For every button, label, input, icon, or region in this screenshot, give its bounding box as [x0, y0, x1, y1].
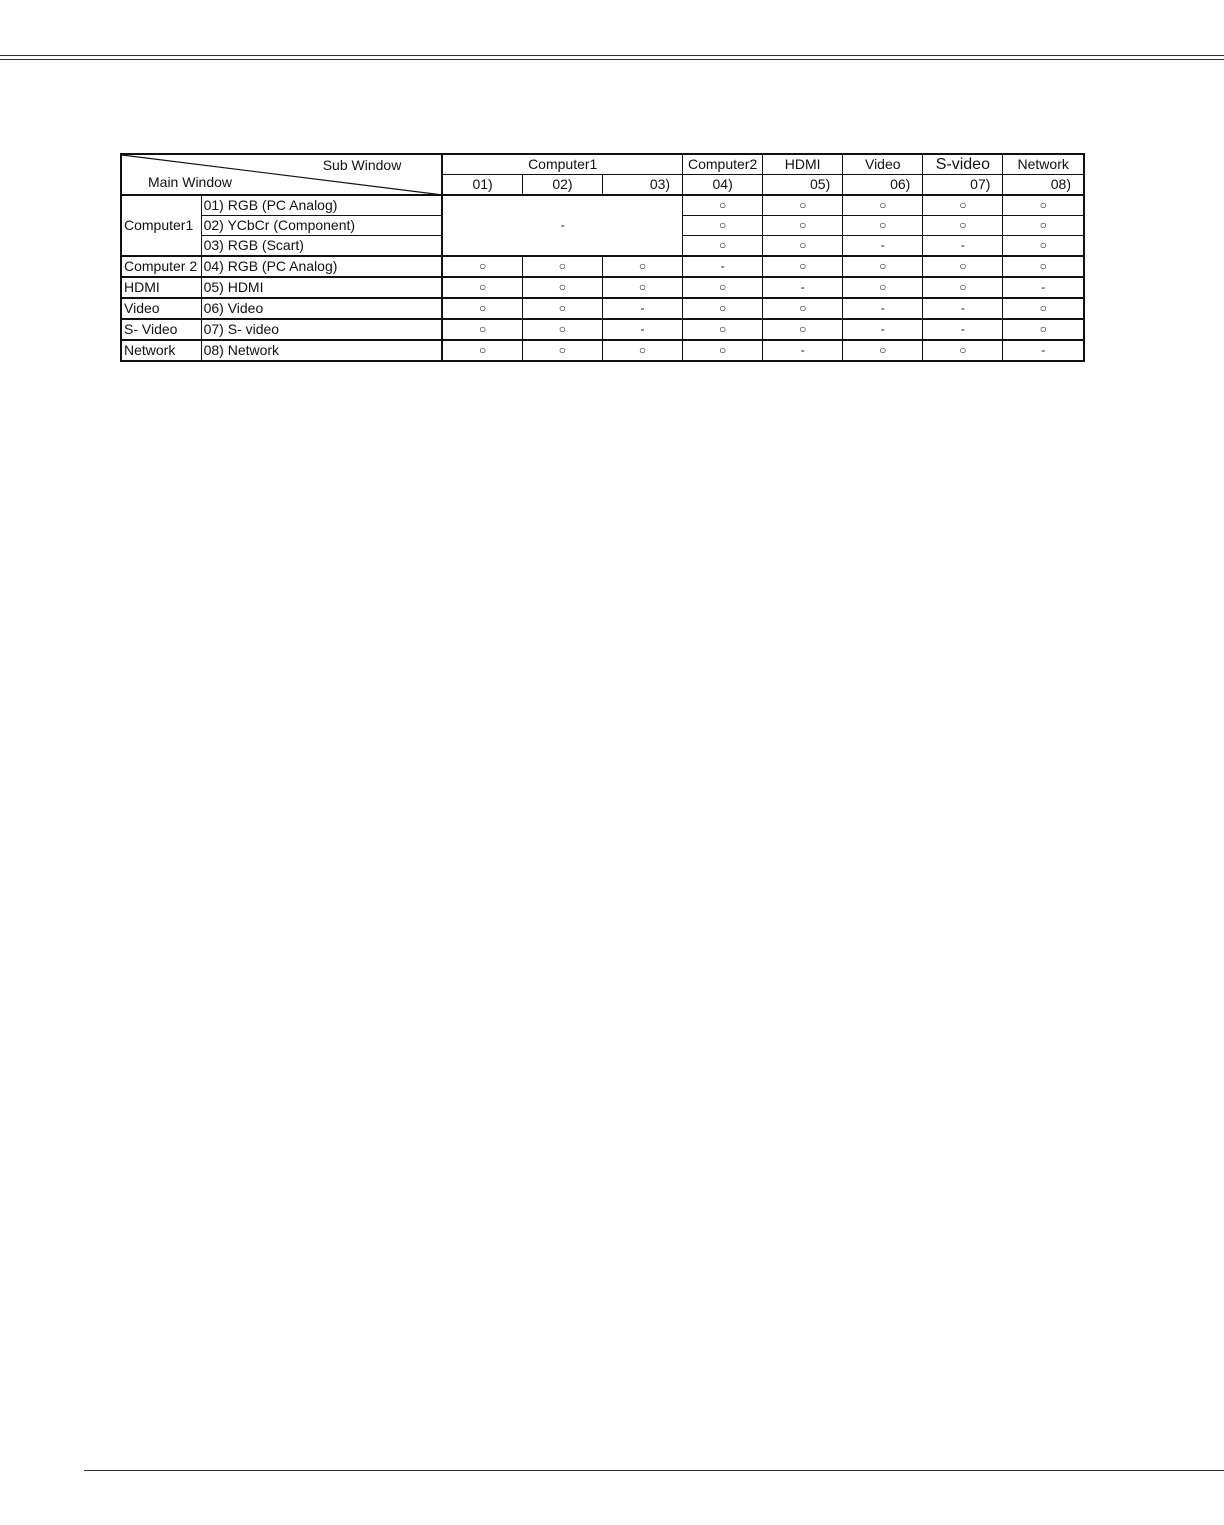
table-cell: - [1003, 340, 1084, 361]
table-cell: ○ [442, 256, 522, 277]
table-cell: ○ [923, 195, 1003, 216]
col-code: 01) [442, 175, 522, 196]
table-cell: ○ [923, 277, 1003, 298]
col-group-video: Video [843, 154, 923, 175]
bottom-rule [84, 1470, 1224, 1471]
table-cell: ○ [763, 319, 843, 340]
table-row [121, 340, 1084, 361]
table-cell: ○ [683, 340, 763, 361]
table-cell: - [1003, 277, 1084, 298]
table-cell: - [843, 236, 923, 257]
table-cell: ○ [683, 319, 763, 340]
table-row [121, 298, 1084, 319]
table-row [121, 319, 1084, 340]
table-cell: - [683, 256, 763, 277]
table-cell: ○ [683, 298, 763, 319]
table-cell: ○ [923, 256, 1003, 277]
row-source-label: 03) RGB (Scart) [201, 236, 442, 257]
row-source-label: 04) RGB (PC Analog) [201, 256, 442, 277]
corner-header [121, 154, 442, 195]
table-cell: ○ [763, 216, 843, 236]
table-cell: ○ [522, 256, 602, 277]
table-cell: - [843, 319, 923, 340]
col-group-computer2: Computer2 [683, 154, 763, 175]
row-group-label: S- Video [121, 319, 201, 340]
col-group-hdmi: HDMI [763, 154, 843, 175]
table-cell: ○ [602, 256, 682, 277]
main-window-label: Main Window [148, 174, 233, 190]
row-source-label: 06) Video [201, 298, 442, 319]
table-cell: ○ [843, 256, 923, 277]
table-cell: ○ [602, 340, 682, 361]
table-cell: ○ [763, 256, 843, 277]
table-cell: - [602, 298, 682, 319]
table-cell: ○ [763, 195, 843, 216]
table-cell: ○ [442, 298, 522, 319]
row-source-label: 02) YCbCr (Component) [201, 216, 442, 236]
table-cell: - [923, 319, 1003, 340]
table-cell: ○ [843, 277, 923, 298]
col-code: 03) [602, 175, 682, 196]
table-cell: ○ [683, 216, 763, 236]
row-source-label: 07) S- video [201, 319, 442, 340]
row-group-label: Video [121, 298, 201, 319]
table-cell: ○ [843, 195, 923, 216]
table-cell: ○ [1003, 195, 1084, 216]
table-cell: - [602, 319, 682, 340]
table-cell: - [923, 298, 1003, 319]
table-cell: ○ [683, 236, 763, 257]
col-code: 04) [683, 175, 763, 196]
table-row [121, 256, 1084, 277]
col-code: 06) [843, 175, 923, 196]
table-cell: ○ [522, 319, 602, 340]
row-source-label: 08) Network [201, 340, 442, 361]
table-cell: ○ [442, 319, 522, 340]
table-cell: ○ [683, 195, 763, 216]
row-group-label: Computer1 [121, 195, 201, 256]
row-group-label: Computer 2 [121, 256, 201, 277]
row-group-label: Network [121, 340, 201, 361]
table-cell: - [923, 236, 1003, 257]
computer1-block-cell: - [442, 195, 682, 256]
col-code: 08) [1003, 175, 1084, 196]
table-cell: - [843, 298, 923, 319]
table-cell: ○ [923, 340, 1003, 361]
table-cell: ○ [843, 216, 923, 236]
sub-window-label: Sub Window [322, 157, 402, 173]
table-cell: ○ [763, 298, 843, 319]
table-cell: ○ [442, 340, 522, 361]
table-cell: ○ [843, 340, 923, 361]
row-source-label: 01) RGB (PC Analog) [201, 195, 442, 216]
table-cell: ○ [522, 340, 602, 361]
col-group-computer1: Computer1 [442, 154, 682, 175]
row-source-label: 05) HDMI [201, 277, 442, 298]
table-cell: ○ [522, 298, 602, 319]
table-cell: ○ [923, 216, 1003, 236]
table-cell: ○ [1003, 256, 1084, 277]
table-cell: - [763, 340, 843, 361]
table-cell: ○ [683, 277, 763, 298]
table-row [121, 277, 1084, 298]
header-row-groups [121, 154, 1084, 175]
table-cell: ○ [763, 236, 843, 257]
table-cell: ○ [522, 277, 602, 298]
top-rule [0, 55, 1224, 56]
table-cell: ○ [1003, 319, 1084, 340]
top-rule-double [0, 59, 1224, 60]
table-row [121, 195, 1084, 216]
table-cell: ○ [602, 277, 682, 298]
table-cell: ○ [1003, 216, 1084, 236]
table-cell: ○ [442, 277, 522, 298]
col-code: 07) [923, 175, 1003, 196]
col-code: 05) [763, 175, 843, 196]
table-cell: - [763, 277, 843, 298]
col-group-s-video: S-video [923, 154, 1003, 175]
table-cell: ○ [1003, 298, 1084, 319]
col-code: 02) [522, 175, 602, 196]
row-group-label: HDMI [121, 277, 201, 298]
table-cell: ○ [1003, 236, 1084, 257]
col-group-network: Network [1003, 154, 1084, 175]
pip-compatibility-table [120, 153, 1085, 362]
